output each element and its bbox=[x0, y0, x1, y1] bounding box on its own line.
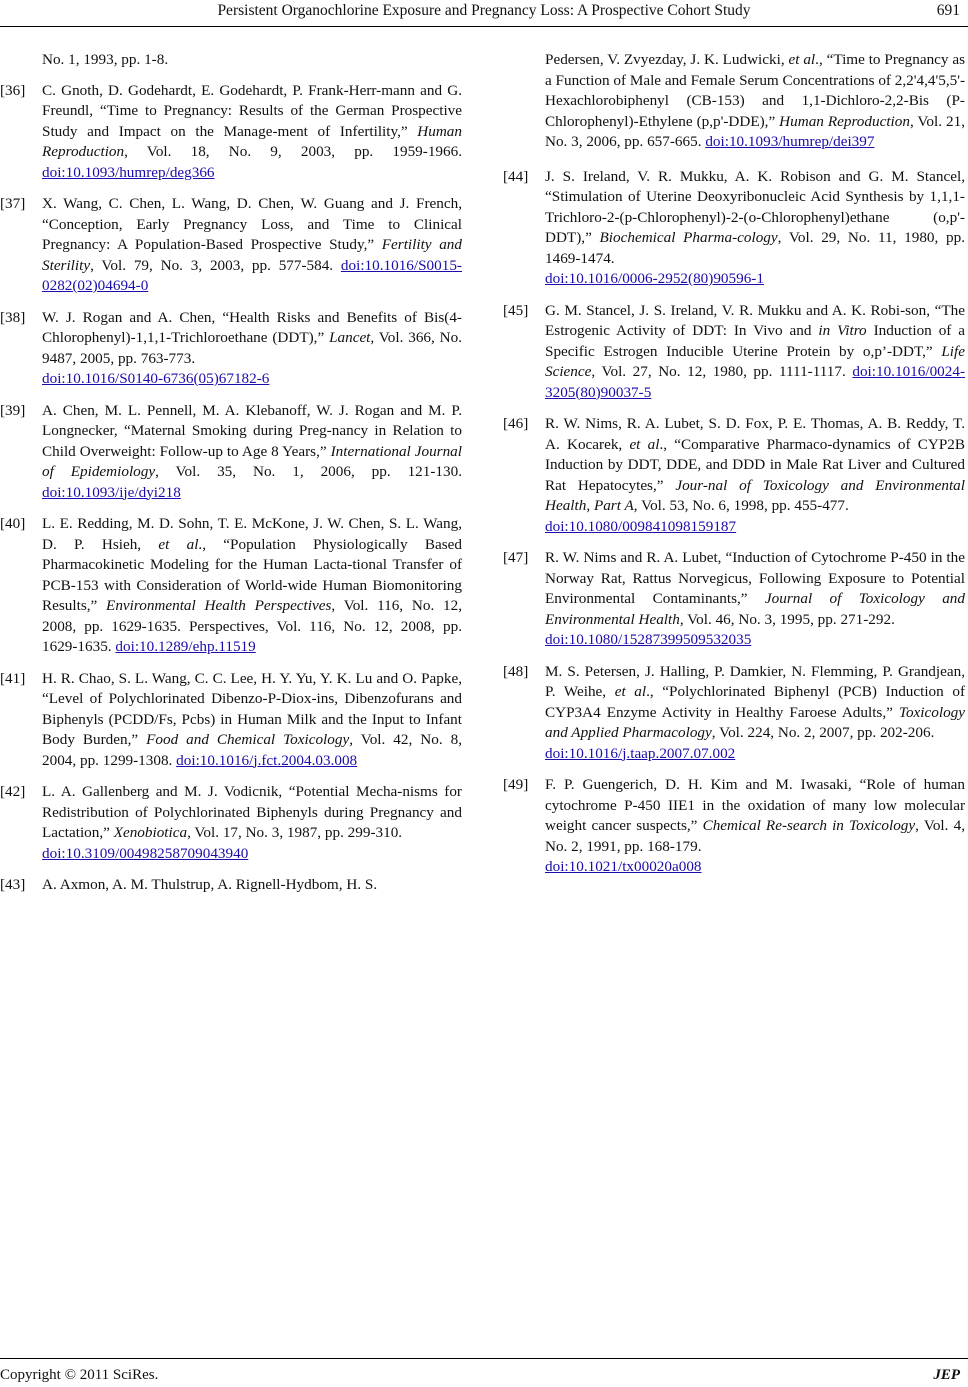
doi-link[interactable]: doi:10.1016/j.fct.2004.03.008 bbox=[176, 751, 358, 769]
reference-43-continuation: Pedersen, V. Zvyezday, J. K. Ludwicki, et al., “Time to Pregnancy as a Function of Male and Female Serum Concentrations of 2,2'4,4'5,5'-Hexachlorobiphenyl (CB-153) and 1,1-Dichloro-2,2-Bis (P-Chlorophenyl)-Ethylene (p,p'-DDE),” Human Reproduction, Vol. 21, No. 3, 2006, pp. 657-665. doi:10.1093/humrep/dei397 bbox=[545, 51, 966, 150]
reference-38: [38] W. J. Rogan and A. Chen, “Health Risks and Benefits of Bis(4-Chlorophenyl)-1,1,1-Trichloroethane (DDT),” Lancet, Vol. 366, No. 9487, 2005, pp. 763-773. doi:10.1016/S0140-6736(05)67182-6 bbox=[0, 308, 462, 390]
page-header bbox=[0, 0, 968, 27]
doi-link[interactable]: doi:10.1016/S0015-0282(02)04694-0 bbox=[42, 256, 462, 294]
references-left-column bbox=[0, 50, 462, 907]
doi-link[interactable]: doi:10.1289/ehp.11519 bbox=[115, 638, 256, 655]
reference-number: [41] bbox=[0, 669, 26, 687]
references-right-column bbox=[503, 50, 965, 889]
reference-number: [49] bbox=[503, 776, 529, 793]
reference-44: [44] J. S. Ireland, V. R. Mukku, A. K. Robison and G. M. Stancel, “Stimulation of Uterine Deoxyribonucleic Acid Synthesis by 1,1,1-Trichloro-2-(p-Chlorophenyl)-2-(o-Chlorophenyl)ethane (o,p'-DDT),” Biochemical Pharma-cology, Vol. 29, No. 11, 1980, pp. 1469-1474. doi:10.1016/0006-2952(80)90596-1 bbox=[503, 167, 965, 290]
reference-number: [40] bbox=[0, 515, 26, 532]
doi-link[interactable]: doi:10.1016/S0140-6736(05)67182-6 bbox=[42, 370, 270, 387]
reference-number: [44] bbox=[503, 167, 529, 185]
reference-number: [38] bbox=[0, 308, 26, 326]
reference-48: [48] M. S. Petersen, J. Halling, P. Damkier, N. Flemming, P. Grandjean, P. Weihe, et al., “Polychlorinated Biphenyl (PCB) Induction of CYP3A4 Enzyme Activity in Healthy Faroese Adults,” Toxicology and Applied Pharmacology, Vol. 224, No. 2, 2007, pp. 202-206. doi:10.1016/j.taap.2007.07.002 bbox=[503, 662, 965, 765]
reference-number: [36] bbox=[0, 81, 26, 99]
reference-42: [42] L. A. Gallenberg and M. J. Vodicnik, “Potential Mecha-nisms for Redistribution of Polychlorinated Biphenyls during Pregnancy and Lactation,” Xenobiotica, Vol. 17, No. 3, 1987, pp. 299-310. doi:10.3109/00498258709043940 bbox=[0, 782, 462, 864]
doi-link[interactable]: doi:10.1016/0006-2952(80)90596-1 bbox=[545, 270, 764, 287]
journal-abbreviation: JEP bbox=[933, 1367, 960, 1383]
copyright-notice: Copyright © 2011 SciRes. bbox=[0, 1367, 159, 1383]
reference-number: [48] bbox=[503, 662, 529, 680]
doi-link[interactable]: doi:10.1016/0024-3205(80)90037-5 bbox=[545, 363, 965, 401]
reference-36: [36] C. Gnoth, D. Godehardt, E. Godehardt, P. Frank-Herr-mann and G. Freundl, “Time to Pregnancy: Results of the German Prospective Study and Impact on the Manage-ment of Infertility,” Human Reproduction, Vol. 18, No. 9, 2003, pp. 1959-1966. doi:10.1093/humrep/deg366 bbox=[0, 81, 462, 181]
running-title: Persistent Organochlorine Exposure and Pregnancy Loss: A Prospective Cohort Study bbox=[217, 2, 751, 19]
doi-link[interactable]: doi:10.1093/humrep/dei397 bbox=[705, 133, 875, 150]
reference-continuation: No. 1, 1993, pp. 1-8. bbox=[42, 51, 169, 68]
doi-link[interactable]: doi:10.1080/009841098159187 bbox=[545, 517, 737, 535]
reference-number: [39] bbox=[0, 401, 26, 419]
reference-45: [45] G. M. Stancel, J. S. Ireland, V. R. Mukku and A. K. Robi-son, “The Estrogenic Activity of DDT: In Vivo and in Vitro Induction of a Specific Estrogen Inducible Uterine Protein by o,p’-DDT,” Life Science, Vol. 27, No. 12, 1980, pp. 1111-1117. doi:10.1016/0024-3205(80)90037-5 bbox=[503, 301, 965, 401]
reference-39: [39] A. Chen, M. L. Pennell, M. A. Klebanoff, W. J. Rogan and M. P. Longnecker, “Maternal Smoking during Preg-nancy in Relation to Child Overweight: Follow-up to Age 8 Years,” International Journal of Epidemiology, Vol. 35, No. 1, 2006, pp. 121-130. doi:10.1093/ije/dyi218 bbox=[0, 401, 462, 501]
doi-link[interactable]: doi:10.1016/j.taap.2007.07.002 bbox=[545, 744, 736, 762]
reference-43: [43] A. Axmon, A. M. Thulstrup, A. Rignell-Hydbom, H. S. bbox=[0, 875, 462, 896]
reference-number: [45] bbox=[503, 301, 529, 319]
doi-link[interactable]: doi:10.1093/humrep/deg366 bbox=[42, 163, 215, 181]
reference-number: [37] bbox=[0, 195, 26, 212]
page-number: 691 bbox=[936, 2, 960, 19]
doi-link[interactable]: doi:10.1021/tx00020a008 bbox=[545, 858, 702, 875]
doi-link[interactable]: doi:10.3109/00498258709043940 bbox=[42, 844, 249, 862]
reference-47: [47] R. W. Nims and R. A. Lubet, “Induction of Cytochrome P-450 in the Norway Rat, Rattus Norvegicus, Following Exposure to Potential Environmental Contaminants,” Journal of Toxicology and Environmental Health, Vol. 46, No. 3, 1995, pp. 271-292. doi:10.1080/15287399509532035 bbox=[503, 548, 965, 651]
reference-41: [41] H. R. Chao, S. L. Wang, C. C. Lee, H. Y. Yu, Y. K. Lu and O. Papke, “Level of Polychlorinated Dibenzo-P-Diox-ins, Dibenzofurans and Biphenyls (PCDD/Fs, Pcbs) in Human Milk and the Input to Infant Body Burden,” Food and Chemical Toxicology, Vol. 42, No. 8, 2004, pp. 1299-1308. doi:10.1016/j.fct.2004.03.008 bbox=[0, 669, 462, 769]
page-footer bbox=[0, 1358, 968, 1387]
reference-37: [37] X. Wang, C. Chen, L. Wang, D. Chen, W. Guang and J. French, “Conception, Early Pregnancy Loss, and Time to Clinical Pregnancy: A Population-Based Prospective Study,” Fertility and Sterility, Vol. 79, No. 3, 2003, pp. 577-584. doi:10.1016/S0015-0282(02)04694-0 bbox=[0, 195, 462, 294]
doi-link[interactable]: doi:10.1080/15287399509532035 bbox=[545, 631, 752, 648]
reference-number: [43] bbox=[0, 876, 26, 893]
reference-40: [40] L. E. Redding, M. D. Sohn, T. E. McKone, J. W. Chen, S. L. Wang, D. P. Hsieh, et al., “Population Physiologically Based Pharmacokinetic Modeling for the Human Lacta-tional Transfer of PCB-153 with Consideration of World-wide Human Biomonitoring Results,” Environmental Health Perspectives, Vol. 116, No. 12, 2008, pp. 1629-1635. Perspectives, Vol. 116, No. 12, 2008, pp. 1629-1635. doi:10.1289/ehp.11519 bbox=[0, 515, 462, 655]
doi-link[interactable]: doi:10.1093/ije/dyi218 bbox=[42, 483, 181, 501]
reference-49: [49] F. P. Guengerich, D. H. Kim and M. Iwasaki, “Role of human cytochrome P-450 IIE1 in the oxidation of many low molecular weight cancer suspects,” Chemical Re-search in Toxicology, Vol. 4, No. 2, 1991, pp. 168-179. doi:10.1021/tx00020a008 bbox=[503, 775, 965, 878]
reference-46: [46] R. W. Nims, R. A. Lubet, S. D. Fox, P. E. Thomas, A. B. Reddy, T. A. Kocarek, et al., “Comparative Pharmaco-dynamics of CYP2B Induction by DDT, DDE, and DDD in Male Rat Liver and Cultured Rat Hepatocytes,” Jour-nal of Toxicology and Environmental Health, Part A, Vol. 53, No. 6, 1998, pp. 455-477. doi:10.1080/009841098159187 bbox=[503, 414, 965, 537]
reference-number: [42] bbox=[0, 783, 26, 800]
reference-number: [46] bbox=[503, 415, 529, 432]
reference-number: [47] bbox=[503, 549, 529, 566]
